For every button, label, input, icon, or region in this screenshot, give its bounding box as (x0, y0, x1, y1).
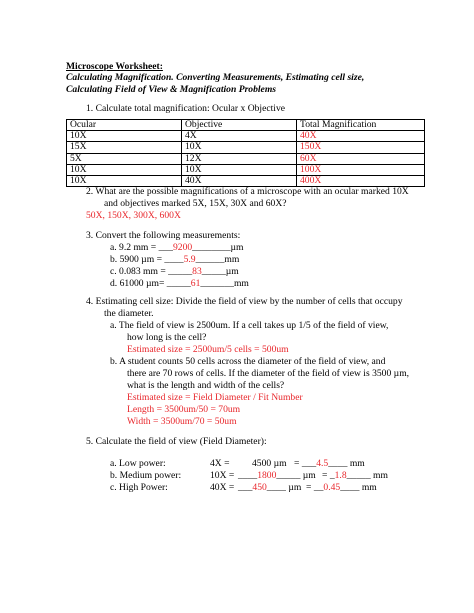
q5b-answer: = _1.8_____ mm (322, 470, 388, 481)
q5b-diameter-um: ____1800_____ µm (238, 470, 316, 481)
q4a-line1: a. The field of view is 2500um. If a cell takes up 1/5 of the field of view, (110, 320, 389, 331)
q5-question: 5. Calculate the field of view (Field Diameter): (86, 436, 267, 447)
q4-question-line1: 4. Estimating cell size: Divide the field of view by the number of cells that occupy (86, 296, 403, 307)
table-cell: 10X (182, 164, 297, 175)
q5c-answer-um: 450 (252, 482, 267, 493)
q3-item-b: b. 5900 µm = ____5.9______mm (110, 254, 240, 265)
q3-item-d: d. 61000 µm= _____61_______mm (110, 278, 249, 289)
q4b-answer-line2: Length = 3500um/50 = 70um (127, 404, 241, 415)
q4b-line1: b. A student counts 50 cells across the diameter of the field of view, and (110, 356, 386, 367)
q4-question-line2: the diameter. (104, 308, 154, 319)
table-row (67, 153, 425, 164)
q3-answer-b: 5.9 (183, 254, 196, 265)
table-answer-cell: 400X (297, 175, 425, 186)
q3-answer-c: 83 (192, 266, 202, 277)
worksheet-title: Microscope Worksheet: (66, 61, 163, 72)
q5b-magnification: 10X = (210, 470, 235, 481)
q2-answer: 50X, 150X, 300X, 600X (86, 210, 181, 221)
q4a-line2: how long is the cell? (127, 332, 207, 343)
table-answer-cell: 60X (297, 153, 425, 164)
q4b-answer-line1: Estimated size = Field Diameter / Fit Number (127, 392, 303, 403)
q5a-label: a. Low power: (110, 458, 166, 469)
q4b-line3: what is the length and width of the cells? (127, 380, 285, 391)
table-header-row (67, 120, 425, 131)
q5a-known-diameter: 4500 µm (252, 458, 287, 469)
table-answer-cell: 100X (297, 164, 425, 175)
table-header-cell: Objective (182, 120, 297, 131)
table-header-cell: Ocular (67, 120, 182, 131)
table-cell: 4X (182, 131, 297, 142)
q5c-diameter-um: ___450____ µm (238, 482, 302, 493)
table-cell: 10X (67, 164, 182, 175)
q4b-answer-line3: Width = 3500um/70 = 50um (127, 416, 237, 427)
table-cell: 10X (67, 175, 182, 186)
q3-answer-a: 9200 (172, 242, 193, 253)
q5c-label: c. High Power: (110, 482, 168, 493)
table-row (67, 131, 425, 142)
magnification-table (66, 119, 425, 187)
q2-question-line1: 2. What are the possible magnifications of a microscope with an ocular marked 10X (86, 186, 409, 197)
table-cell: 10X (182, 142, 297, 153)
table-cell: 15X (67, 142, 182, 153)
q5c-magnification: 40X = (210, 482, 235, 493)
q5b-label: b. Medium power: (110, 470, 182, 481)
q1-question: 1. Calculate total magnification: Ocular x Objective (86, 103, 286, 114)
q4a-answer: Estimated size = 2500um/5 cells = 500um (127, 344, 289, 355)
q5c-answer-mm: 0.45 (323, 482, 341, 493)
table-cell: 10X (67, 131, 182, 142)
q3-question: 3. Convert the following measurements: (86, 230, 241, 241)
q2-question-line2: and objectives marked 5X, 15X, 30X and 60X? (104, 198, 287, 209)
q3-answer-d: 61 (190, 278, 201, 289)
table-cell: 40X (182, 175, 297, 186)
q5b-answer-um: 1800 (257, 470, 277, 481)
q4b-line2: there are 70 rows of cells. If the diameter of the field of view is 3500 µm, (127, 368, 410, 379)
q3-item-c: c. 0.083 mm = _____83_____µm (110, 266, 239, 277)
table-answer-cell: 150X (297, 142, 425, 153)
q5c-answer: = __0.45____ mm (306, 482, 377, 493)
q5b-answer-mm: 1.8 (334, 470, 347, 481)
table-row (67, 175, 425, 186)
table-cell: 5X (67, 153, 182, 164)
q5a-answer: = ___4.5____ mm (294, 458, 365, 469)
table-row (67, 164, 425, 175)
worksheet-subtitle-line2: Calculating Field of View & Magnification Problems (66, 84, 277, 95)
q5a-magnification: 4X = (210, 458, 230, 469)
table-answer-cell: 40X (297, 131, 425, 142)
table-cell: 12X (182, 153, 297, 164)
worksheet-subtitle-line1: Calculating Magnification. Converting Measurements, Estimating cell size, (66, 72, 365, 83)
q3-item-a: a. 9.2 mm = ___9200________µm (110, 242, 244, 253)
table-header-cell: Total Magnification (297, 120, 425, 131)
table-row (67, 142, 425, 153)
q5a-answer-value: 4.5 (316, 458, 329, 469)
